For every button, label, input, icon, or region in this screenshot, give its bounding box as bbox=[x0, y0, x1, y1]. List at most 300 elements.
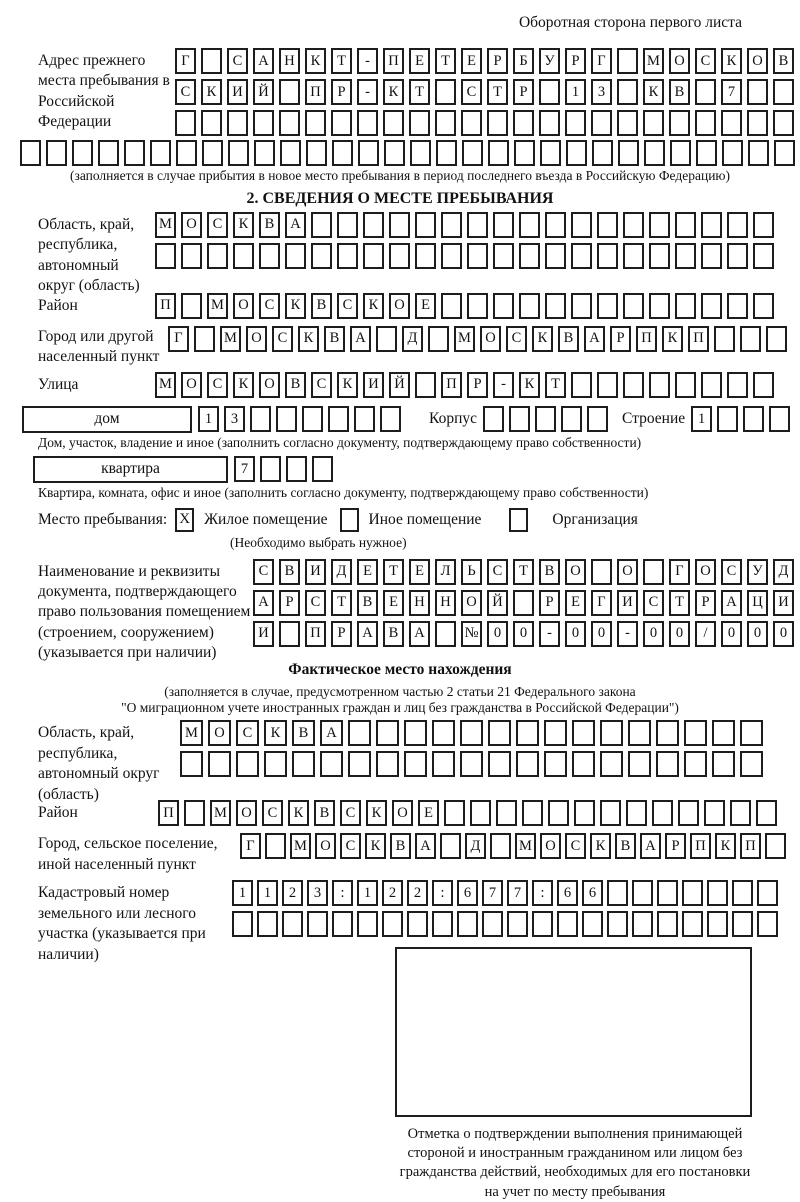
char-cell[interactable] bbox=[748, 140, 769, 166]
char-cell[interactable] bbox=[180, 751, 203, 777]
char-cell[interactable] bbox=[175, 110, 196, 136]
char-cell[interactable] bbox=[332, 911, 353, 937]
char-cell[interactable]: Г bbox=[669, 559, 690, 585]
char-cell[interactable]: Р bbox=[331, 621, 352, 647]
char-cell[interactable] bbox=[607, 880, 628, 906]
char-cell[interactable] bbox=[540, 140, 561, 166]
char-cell[interactable] bbox=[389, 243, 410, 269]
char-cell[interactable] bbox=[264, 751, 287, 777]
char-cell[interactable]: О bbox=[565, 559, 586, 585]
char-cell[interactable] bbox=[514, 140, 535, 166]
char-cell[interactable] bbox=[587, 406, 608, 432]
char-cell[interactable]: О bbox=[389, 293, 410, 319]
char-cell[interactable]: К bbox=[285, 293, 306, 319]
char-cell[interactable] bbox=[727, 243, 748, 269]
char-cell[interactable] bbox=[600, 751, 623, 777]
char-cell[interactable] bbox=[753, 372, 774, 398]
char-cell[interactable] bbox=[250, 406, 271, 432]
char-cell[interactable] bbox=[701, 293, 722, 319]
char-cell[interactable] bbox=[280, 140, 301, 166]
char-cell[interactable]: Н bbox=[435, 590, 456, 616]
char-cell[interactable] bbox=[747, 79, 768, 105]
char-cell[interactable]: М bbox=[290, 833, 311, 859]
char-cell[interactable]: П bbox=[155, 293, 176, 319]
char-cell[interactable] bbox=[253, 110, 274, 136]
char-cell[interactable] bbox=[363, 212, 384, 238]
char-cell[interactable] bbox=[519, 293, 540, 319]
char-cell[interactable] bbox=[617, 48, 638, 74]
char-cell[interactable] bbox=[436, 140, 457, 166]
char-cell[interactable]: С bbox=[207, 372, 228, 398]
char-cell[interactable] bbox=[155, 243, 176, 269]
char-cell[interactable] bbox=[409, 110, 430, 136]
char-cell[interactable] bbox=[618, 140, 639, 166]
char-cell[interactable] bbox=[376, 720, 399, 746]
char-cell[interactable] bbox=[649, 293, 670, 319]
char-cell[interactable] bbox=[743, 406, 764, 432]
char-cell[interactable]: 0 bbox=[591, 621, 612, 647]
char-cell[interactable] bbox=[254, 140, 275, 166]
char-cell[interactable] bbox=[513, 110, 534, 136]
char-cell[interactable] bbox=[279, 79, 300, 105]
char-cell[interactable]: С bbox=[253, 559, 274, 585]
char-cell[interactable] bbox=[753, 243, 774, 269]
char-cell[interactable]: № bbox=[461, 621, 482, 647]
char-cell[interactable]: О bbox=[540, 833, 561, 859]
char-cell[interactable]: 7 bbox=[234, 456, 255, 482]
char-cell[interactable]: К bbox=[366, 800, 387, 826]
char-cell[interactable] bbox=[496, 800, 517, 826]
char-cell[interactable]: 6 bbox=[557, 880, 578, 906]
char-cell[interactable] bbox=[519, 212, 540, 238]
char-cell[interactable]: К bbox=[643, 79, 664, 105]
char-cell[interactable] bbox=[509, 406, 530, 432]
char-cell[interactable] bbox=[675, 293, 696, 319]
char-cell[interactable] bbox=[572, 751, 595, 777]
char-cell[interactable]: Д bbox=[402, 326, 423, 352]
char-cell[interactable] bbox=[232, 911, 253, 937]
char-cell[interactable] bbox=[649, 243, 670, 269]
char-cell[interactable]: Е bbox=[415, 293, 436, 319]
char-cell[interactable]: С bbox=[207, 212, 228, 238]
char-cell[interactable] bbox=[623, 212, 644, 238]
char-cell[interactable] bbox=[597, 243, 618, 269]
char-cell[interactable]: К bbox=[337, 372, 358, 398]
char-cell[interactable]: Е bbox=[418, 800, 439, 826]
char-cell[interactable]: С bbox=[565, 833, 586, 859]
char-cell[interactable] bbox=[432, 751, 455, 777]
char-cell[interactable] bbox=[507, 911, 528, 937]
char-cell[interactable]: С bbox=[305, 590, 326, 616]
char-cell[interactable]: К bbox=[201, 79, 222, 105]
char-cell[interactable] bbox=[236, 751, 259, 777]
char-cell[interactable]: П bbox=[688, 326, 709, 352]
char-cell[interactable] bbox=[184, 800, 205, 826]
char-cell[interactable]: 7 bbox=[507, 880, 528, 906]
char-cell[interactable]: С bbox=[337, 293, 358, 319]
char-cell[interactable]: В bbox=[311, 293, 332, 319]
char-cell[interactable]: О bbox=[617, 559, 638, 585]
char-cell[interactable]: / bbox=[695, 621, 716, 647]
char-cell[interactable] bbox=[457, 911, 478, 937]
char-cell[interactable] bbox=[519, 243, 540, 269]
char-cell[interactable]: Г bbox=[168, 326, 189, 352]
char-cell[interactable]: О bbox=[181, 212, 202, 238]
char-cell[interactable] bbox=[233, 243, 254, 269]
char-cell[interactable] bbox=[383, 110, 404, 136]
char-cell[interactable]: О bbox=[181, 372, 202, 398]
char-cell[interactable] bbox=[701, 243, 722, 269]
char-cell[interactable] bbox=[656, 751, 679, 777]
char-cell[interactable]: В bbox=[773, 48, 794, 74]
char-cell[interactable] bbox=[441, 212, 462, 238]
char-cell[interactable]: С bbox=[643, 590, 664, 616]
char-cell[interactable]: М bbox=[155, 372, 176, 398]
char-cell[interactable] bbox=[678, 800, 699, 826]
char-cell[interactable]: И bbox=[227, 79, 248, 105]
char-cell[interactable] bbox=[282, 911, 303, 937]
char-cell[interactable]: О bbox=[233, 293, 254, 319]
char-cell[interactable] bbox=[756, 800, 777, 826]
char-cell[interactable] bbox=[626, 800, 647, 826]
char-cell[interactable] bbox=[682, 880, 703, 906]
char-cell[interactable]: 7 bbox=[721, 79, 742, 105]
char-cell[interactable]: Е bbox=[461, 48, 482, 74]
char-cell[interactable]: В bbox=[259, 212, 280, 238]
char-cell[interactable]: 0 bbox=[773, 621, 794, 647]
char-cell[interactable]: Р bbox=[279, 590, 300, 616]
char-cell[interactable] bbox=[623, 293, 644, 319]
char-cell[interactable]: Р bbox=[610, 326, 631, 352]
char-cell[interactable] bbox=[591, 110, 612, 136]
char-cell[interactable] bbox=[467, 243, 488, 269]
char-cell[interactable]: А bbox=[721, 590, 742, 616]
char-cell[interactable]: 6 bbox=[582, 880, 603, 906]
char-cell[interactable] bbox=[490, 833, 511, 859]
char-cell[interactable] bbox=[769, 406, 790, 432]
char-cell[interactable] bbox=[592, 140, 613, 166]
char-cell[interactable] bbox=[727, 212, 748, 238]
char-cell[interactable] bbox=[561, 406, 582, 432]
char-cell[interactable] bbox=[539, 110, 560, 136]
char-cell[interactable]: В bbox=[314, 800, 335, 826]
char-cell[interactable]: Т bbox=[545, 372, 566, 398]
char-cell[interactable] bbox=[279, 110, 300, 136]
char-cell[interactable] bbox=[774, 140, 795, 166]
char-cell[interactable] bbox=[773, 79, 794, 105]
char-cell[interactable] bbox=[488, 751, 511, 777]
char-cell[interactable]: С bbox=[721, 559, 742, 585]
char-cell[interactable] bbox=[257, 911, 278, 937]
char-cell[interactable] bbox=[407, 911, 428, 937]
char-cell[interactable] bbox=[441, 243, 462, 269]
char-cell[interactable] bbox=[657, 880, 678, 906]
char-cell[interactable]: А bbox=[415, 833, 436, 859]
char-cell[interactable] bbox=[597, 372, 618, 398]
char-cell[interactable] bbox=[600, 800, 621, 826]
char-cell[interactable]: К bbox=[662, 326, 683, 352]
char-cell[interactable] bbox=[337, 212, 358, 238]
char-cell[interactable]: М bbox=[180, 720, 203, 746]
char-cell[interactable] bbox=[574, 800, 595, 826]
char-cell[interactable]: К bbox=[715, 833, 736, 859]
char-cell[interactable] bbox=[435, 110, 456, 136]
char-cell[interactable]: В bbox=[669, 79, 690, 105]
char-cell[interactable]: 1 bbox=[198, 406, 219, 432]
char-cell[interactable] bbox=[747, 110, 768, 136]
char-cell[interactable] bbox=[714, 326, 735, 352]
char-cell[interactable]: : bbox=[532, 880, 553, 906]
char-cell[interactable] bbox=[701, 212, 722, 238]
char-cell[interactable] bbox=[600, 720, 623, 746]
char-cell[interactable] bbox=[432, 911, 453, 937]
char-cell[interactable] bbox=[740, 326, 761, 352]
char-cell[interactable] bbox=[332, 140, 353, 166]
char-cell[interactable] bbox=[363, 243, 384, 269]
char-cell[interactable]: К bbox=[721, 48, 742, 74]
char-cell[interactable]: С bbox=[259, 293, 280, 319]
char-cell[interactable]: О bbox=[669, 48, 690, 74]
char-cell[interactable] bbox=[404, 720, 427, 746]
char-cell[interactable]: И bbox=[305, 559, 326, 585]
char-cell[interactable] bbox=[757, 911, 778, 937]
char-cell[interactable] bbox=[354, 406, 375, 432]
char-cell[interactable]: И bbox=[253, 621, 274, 647]
char-cell[interactable] bbox=[732, 880, 753, 906]
char-cell[interactable] bbox=[348, 751, 371, 777]
char-cell[interactable]: Н bbox=[279, 48, 300, 74]
char-cell[interactable] bbox=[20, 140, 41, 166]
char-cell[interactable]: В bbox=[324, 326, 345, 352]
char-cell[interactable]: 0 bbox=[669, 621, 690, 647]
char-cell[interactable]: О bbox=[246, 326, 267, 352]
char-cell[interactable]: 6 bbox=[457, 880, 478, 906]
char-cell[interactable] bbox=[348, 720, 371, 746]
char-cell[interactable]: С bbox=[461, 79, 482, 105]
char-cell[interactable] bbox=[712, 751, 735, 777]
char-cell[interactable] bbox=[376, 326, 397, 352]
char-cell[interactable]: П bbox=[383, 48, 404, 74]
char-cell[interactable] bbox=[358, 140, 379, 166]
char-cell[interactable] bbox=[487, 110, 508, 136]
char-cell[interactable] bbox=[707, 911, 728, 937]
char-cell[interactable]: 3 bbox=[307, 880, 328, 906]
char-cell[interactable] bbox=[572, 720, 595, 746]
char-cell[interactable]: Р bbox=[513, 79, 534, 105]
char-cell[interactable] bbox=[717, 406, 738, 432]
char-cell[interactable] bbox=[591, 559, 612, 585]
char-cell[interactable]: С bbox=[262, 800, 283, 826]
char-cell[interactable] bbox=[727, 293, 748, 319]
char-cell[interactable]: С bbox=[340, 833, 361, 859]
char-cell[interactable] bbox=[675, 243, 696, 269]
char-cell[interactable] bbox=[669, 110, 690, 136]
char-cell[interactable] bbox=[765, 833, 786, 859]
char-cell[interactable] bbox=[470, 800, 491, 826]
char-cell[interactable] bbox=[482, 911, 503, 937]
char-cell[interactable] bbox=[337, 243, 358, 269]
char-cell[interactable]: В bbox=[279, 559, 300, 585]
char-cell[interactable] bbox=[462, 140, 483, 166]
char-cell[interactable]: Л bbox=[435, 559, 456, 585]
char-cell[interactable] bbox=[285, 243, 306, 269]
char-cell[interactable] bbox=[415, 212, 436, 238]
char-cell[interactable]: С bbox=[311, 372, 332, 398]
char-cell[interactable]: Т bbox=[331, 590, 352, 616]
char-cell[interactable]: - bbox=[617, 621, 638, 647]
char-cell[interactable]: 2 bbox=[282, 880, 303, 906]
char-cell[interactable] bbox=[201, 48, 222, 74]
char-cell[interactable] bbox=[704, 800, 725, 826]
char-cell[interactable] bbox=[265, 833, 286, 859]
char-cell[interactable] bbox=[286, 456, 307, 482]
char-cell[interactable]: С bbox=[227, 48, 248, 74]
char-cell[interactable] bbox=[493, 212, 514, 238]
char-cell[interactable] bbox=[566, 140, 587, 166]
char-cell[interactable] bbox=[730, 800, 751, 826]
char-cell[interactable]: М bbox=[207, 293, 228, 319]
char-cell[interactable]: М bbox=[643, 48, 664, 74]
char-cell[interactable] bbox=[72, 140, 93, 166]
char-cell[interactable] bbox=[597, 293, 618, 319]
char-cell[interactable] bbox=[649, 212, 670, 238]
char-cell[interactable] bbox=[545, 212, 566, 238]
char-cell[interactable]: П bbox=[636, 326, 657, 352]
char-cell[interactable] bbox=[582, 911, 603, 937]
char-cell[interactable]: О bbox=[480, 326, 501, 352]
char-cell[interactable] bbox=[623, 243, 644, 269]
char-cell[interactable] bbox=[201, 110, 222, 136]
char-cell[interactable]: О bbox=[695, 559, 716, 585]
char-cell[interactable]: - bbox=[357, 79, 378, 105]
char-cell[interactable] bbox=[380, 406, 401, 432]
char-cell[interactable] bbox=[632, 880, 653, 906]
char-cell[interactable]: А bbox=[320, 720, 343, 746]
char-cell[interactable]: Д bbox=[773, 559, 794, 585]
char-cell[interactable] bbox=[483, 406, 504, 432]
char-cell[interactable] bbox=[435, 79, 456, 105]
char-cell[interactable] bbox=[721, 110, 742, 136]
char-cell[interactable]: О bbox=[747, 48, 768, 74]
char-cell[interactable]: А bbox=[584, 326, 605, 352]
char-cell[interactable]: Г bbox=[175, 48, 196, 74]
char-cell[interactable] bbox=[305, 110, 326, 136]
char-cell[interactable] bbox=[441, 293, 462, 319]
char-cell[interactable] bbox=[202, 140, 223, 166]
char-cell[interactable]: П bbox=[305, 79, 326, 105]
char-cell[interactable] bbox=[727, 372, 748, 398]
char-cell[interactable]: П bbox=[740, 833, 761, 859]
char-cell[interactable] bbox=[150, 140, 171, 166]
char-cell[interactable] bbox=[460, 751, 483, 777]
char-cell[interactable] bbox=[384, 140, 405, 166]
char-cell[interactable]: О bbox=[236, 800, 257, 826]
char-cell[interactable] bbox=[306, 140, 327, 166]
char-cell[interactable]: Е bbox=[383, 590, 404, 616]
char-cell[interactable]: Т bbox=[409, 79, 430, 105]
char-cell[interactable]: К bbox=[519, 372, 540, 398]
char-cell[interactable]: Р bbox=[487, 48, 508, 74]
char-cell[interactable]: С bbox=[236, 720, 259, 746]
char-cell[interactable] bbox=[684, 720, 707, 746]
char-cell[interactable] bbox=[493, 243, 514, 269]
char-cell[interactable] bbox=[440, 833, 461, 859]
char-cell[interactable]: М bbox=[220, 326, 241, 352]
char-cell[interactable] bbox=[357, 911, 378, 937]
char-cell[interactable]: - bbox=[357, 48, 378, 74]
char-cell[interactable]: Й bbox=[253, 79, 274, 105]
char-cell[interactable] bbox=[649, 372, 670, 398]
char-cell[interactable]: О bbox=[315, 833, 336, 859]
char-cell[interactable] bbox=[467, 293, 488, 319]
char-cell[interactable]: П bbox=[441, 372, 462, 398]
char-cell[interactable] bbox=[617, 79, 638, 105]
char-cell[interactable] bbox=[644, 140, 665, 166]
char-cell[interactable] bbox=[98, 140, 119, 166]
char-cell[interactable] bbox=[207, 243, 228, 269]
char-cell[interactable]: 0 bbox=[643, 621, 664, 647]
char-cell[interactable]: 3 bbox=[591, 79, 612, 105]
char-cell[interactable]: У bbox=[539, 48, 560, 74]
char-cell[interactable]: К bbox=[532, 326, 553, 352]
char-cell[interactable]: К bbox=[305, 48, 326, 74]
char-cell[interactable]: 1 bbox=[257, 880, 278, 906]
char-cell[interactable]: С bbox=[695, 48, 716, 74]
char-cell[interactable] bbox=[652, 800, 673, 826]
char-cell[interactable]: К bbox=[233, 212, 254, 238]
char-cell[interactable] bbox=[227, 110, 248, 136]
char-cell[interactable]: Ц bbox=[747, 590, 768, 616]
char-cell[interactable]: А bbox=[253, 590, 274, 616]
char-cell[interactable] bbox=[571, 212, 592, 238]
char-cell[interactable]: С bbox=[487, 559, 508, 585]
char-cell[interactable]: А bbox=[357, 621, 378, 647]
char-cell[interactable]: Т bbox=[383, 559, 404, 585]
char-cell[interactable]: А bbox=[409, 621, 430, 647]
char-cell[interactable]: : bbox=[332, 880, 353, 906]
char-cell[interactable]: Е bbox=[409, 559, 430, 585]
char-cell[interactable] bbox=[493, 293, 514, 319]
char-cell[interactable] bbox=[532, 911, 553, 937]
char-cell[interactable]: Т bbox=[487, 79, 508, 105]
char-cell[interactable]: А bbox=[285, 212, 306, 238]
char-cell[interactable] bbox=[415, 243, 436, 269]
char-cell[interactable]: Й bbox=[389, 372, 410, 398]
char-cell[interactable] bbox=[571, 243, 592, 269]
char-cell[interactable]: Р bbox=[665, 833, 686, 859]
char-cell[interactable]: В bbox=[383, 621, 404, 647]
char-cell[interactable] bbox=[740, 751, 763, 777]
char-cell[interactable] bbox=[292, 751, 315, 777]
char-cell[interactable] bbox=[279, 621, 300, 647]
char-cell[interactable] bbox=[628, 751, 651, 777]
char-cell[interactable] bbox=[732, 911, 753, 937]
char-cell[interactable]: Т bbox=[331, 48, 352, 74]
char-cell[interactable]: 0 bbox=[513, 621, 534, 647]
char-cell[interactable]: О bbox=[259, 372, 280, 398]
char-cell[interactable] bbox=[516, 751, 539, 777]
char-cell[interactable]: - bbox=[493, 372, 514, 398]
char-cell[interactable]: Т bbox=[513, 559, 534, 585]
char-cell[interactable] bbox=[276, 406, 297, 432]
char-cell[interactable] bbox=[545, 243, 566, 269]
char-cell[interactable] bbox=[194, 326, 215, 352]
char-cell[interactable] bbox=[607, 911, 628, 937]
char-cell[interactable]: С bbox=[272, 326, 293, 352]
char-cell[interactable]: А bbox=[640, 833, 661, 859]
char-cell[interactable]: С bbox=[175, 79, 196, 105]
char-cell[interactable]: О bbox=[461, 590, 482, 616]
